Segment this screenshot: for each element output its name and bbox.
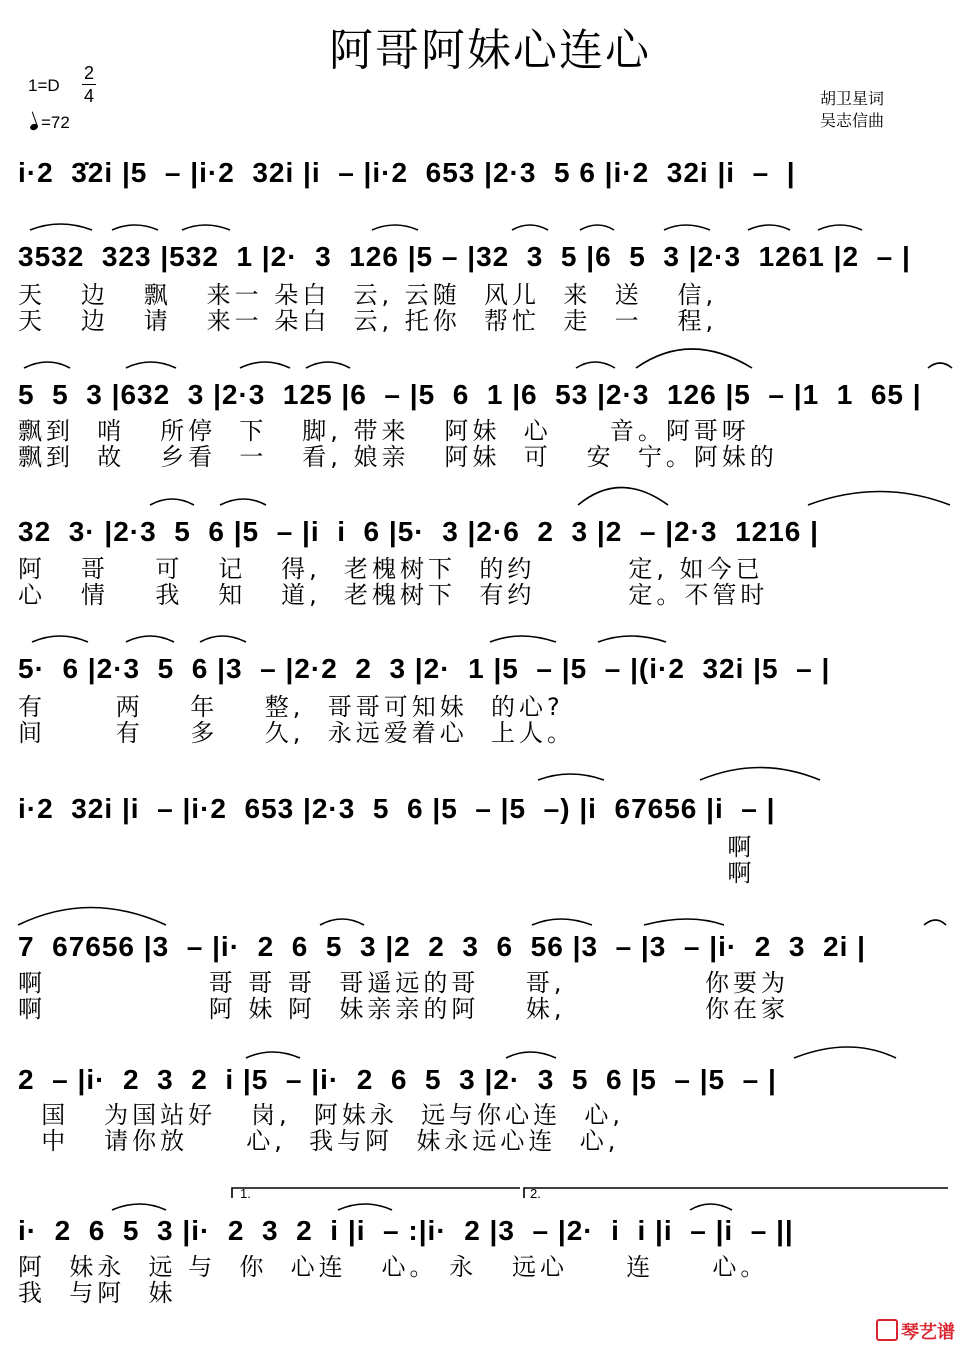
lyric-line-8b: 中 请你放 心, 我与阿 妹永远心连 心,: [18, 1127, 620, 1155]
lyric-line-5b: 间 有 多 久, 永远爱着心 上人。: [18, 719, 575, 747]
lyric-line-6b: 啊: [18, 859, 756, 887]
qinyipu-logo: [876, 1318, 955, 1344]
notation-line-5: 5· 6 |2·3 5 6 |3 – |2·2 2 3 |2· 1 |5 – |5 – |(i·2 32i |5 – |: [18, 653, 831, 684]
lyric-line-8a: 国 为国站好 岗, 阿妹永 远与你心连 心,: [18, 1101, 625, 1129]
song-title: 阿哥阿妹心连心: [329, 25, 651, 76]
volta-label-1: 1.: [240, 1186, 251, 1201]
lyric-line-7a: 啊 哥 哥 哥 哥遥远的哥 哥, 你要为: [18, 969, 790, 997]
notation-line-7: 7 67656 |3 – |i· 2 6 5 3 |2 2 3 6 56 |3 – |3 – |i· 2 3 2i |: [18, 931, 866, 962]
logo-text: 琴艺谱: [901, 1322, 955, 1343]
notation-line-1: i·2 3̇2i |5 – |i·2 32i |i – |i·2 653 |2·3 5 6 |i·2 32i |i – |: [18, 157, 796, 188]
lyric-line-7b: 啊 阿 妹 阿 妹亲亲的阿 妹, 你在家: [18, 995, 790, 1023]
tempo-value: =72: [41, 113, 70, 132]
time-signature-bottom: 4: [83, 86, 94, 106]
notation-line-3: 5 5 3 |632 3 |2·3 125 |6 – |5 6 1 |6 53 |2·3 126 |5 – |1 1 65 |: [18, 379, 922, 410]
lyric-line-3a: 飘到 哨 所停 下 脚, 带来 阿妹 心 音。阿哥呀: [18, 417, 750, 445]
notation-line-4: 32 3· |2·3 5 6 |5 – |i i 6 |5· 3 |2·6 2 3 |2 – |2·3 1216 |: [18, 516, 819, 547]
notation-line-6: i·2 32i |i – |i·2 653 |2·3 5 6 |5 – |5 –) |i 67656 |i – |: [18, 793, 776, 824]
lyric-line-9b: 我 与阿 妹: [18, 1279, 177, 1307]
lyric-line-2b: 天 边 请 来一 朵白 云, 托你 帮忙 走 一 程,: [18, 307, 718, 335]
notation-line-9: i· 2 6 5 3 |i· 2 3 2 i |i – :|i· 2 |3 – |2· i i |i – |i – ||: [18, 1215, 794, 1246]
key-signature: 1=D: [28, 76, 60, 95]
lyric-line-2a: 天 边 飘 来一 朵白 云, 云随 风儿 来 送 信,: [18, 281, 718, 309]
lyric-line-5a: 有 两 年 整, 哥哥可知妹 的心?: [18, 693, 564, 721]
time-signature-top: 2: [83, 63, 94, 83]
notation-line-2: 3532 323 |532 1 |2· 3 126 |5 – |32 3 5 |6 5 3 |2·3 1261 |2 – |: [18, 241, 911, 272]
lyric-line-3b: 飘到 故 乡看 一 看, 娘亲 阿妹 可 安 宁。阿妹的: [18, 443, 778, 471]
lyric-line-6a: 啊: [18, 833, 756, 861]
lyric-line-4b: 心 情 我 知 道, 老槐树下 有约 定。不管时: [18, 581, 769, 609]
logo-icon: [876, 1319, 898, 1341]
composer-credit: 吴志信曲: [820, 111, 885, 130]
lyric-line-9a: 阿 妹永 远 与 你 心连 心。 永 远心 连 心。: [18, 1253, 769, 1281]
lyric-line-4a: 阿 哥 可 记 得, 老槐树下 的约 定, 如今已: [18, 555, 764, 583]
notation-line-8: 2 – |i· 2 3 2 i |5 – |i· 2 6 5 3 |2· 3 5 6 |5 – |5 – |: [18, 1064, 777, 1095]
lyricist-credit: 胡卫星词: [820, 89, 885, 108]
volta-label-2: 2.: [530, 1186, 541, 1201]
